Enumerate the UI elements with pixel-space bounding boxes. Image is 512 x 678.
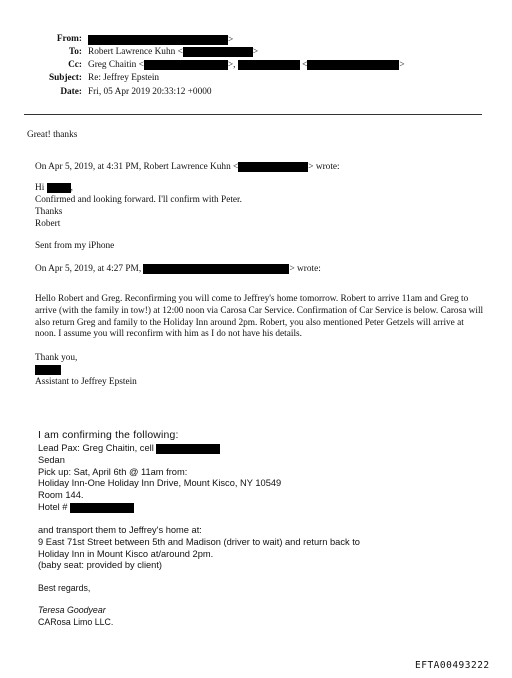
cc-label: Cc:: [68, 60, 82, 70]
cell-redaction: [156, 444, 220, 454]
to-field: Robert Lawrence Kuhn < >: [88, 47, 259, 58]
quote2-closing: [35, 353, 137, 389]
quote1-greeting: Hi: [35, 183, 45, 194]
quote2-assistant: Assistant to Jeffrey Epstein: [35, 376, 137, 387]
signature-company: CARosa Limo LLC.: [38, 616, 114, 627]
to-value: Robert Lawrence Kuhn <: [88, 47, 183, 58]
quote1-intro-prefix: On Apr 5, 2019, at 4:31 PM, Robert Lawrence Kuhn <: [35, 162, 239, 173]
cc-redaction-1: [144, 60, 228, 70]
signature-block: [38, 605, 113, 629]
subject-label: Subject:: [48, 73, 82, 83]
date-value: Fri, 05 Apr 2019 20:33:12 +0000: [88, 87, 212, 97]
transport-line: and transport them to Jeffrey's home at:: [38, 525, 202, 535]
destination-line-2: Holiday Inn in Mount Kisco at/around 2pm.: [38, 548, 214, 559]
quote2-intro-suffix: > wrote:: [289, 264, 321, 275]
email-header: [0, 0, 512, 110]
quote1-intro: [35, 162, 340, 172]
quote1-intro-suffix: > wrote:: [308, 162, 340, 173]
pickup: Pick up: Sat, April 6th @ 11am from:: [38, 466, 188, 477]
quote1-body: Hi , Confirmed and looking forward. I'll confirm with Peter. Thanks Robert: [35, 183, 242, 229]
quote1-name-redaction: [47, 183, 71, 193]
signature-name: Teresa Goodyear: [38, 605, 106, 615]
hotel-number: Hotel #: [38, 501, 68, 512]
regards: Best regards,: [38, 583, 91, 593]
subject-value: Re: Jeffrey Epstein: [88, 73, 160, 83]
quote2-thanks: Thank you,: [35, 353, 78, 363]
quote2-intro-prefix: On Apr 5, 2019, at 4:27 PM,: [35, 264, 142, 275]
vehicle: Sedan: [38, 454, 65, 465]
quote1-line3: Robert: [35, 218, 61, 229]
quote1-signature: Sent from my iPhone: [35, 241, 115, 251]
hotel-redaction: [70, 503, 134, 513]
from-label: From:: [56, 34, 82, 44]
quote1-email-redaction: [238, 162, 308, 172]
quote2-email-redaction: [143, 264, 289, 274]
confirmation-heading: I am confirming the following:: [38, 430, 179, 441]
quote2-name-redaction: [35, 365, 61, 375]
quote2-body: Hello Robert and Greg. Reconfirming you will come to Jeffrey's home tomorrow. Robert to arrive 11am and Greg to arrive (with the family in tow!) at 12:00 noon via Carosa Car Service. Confirmation of Car Service is below. Carosa will also return Greg and family to the Holiday Inn around 2pm. Robert, you also mentioned Peter Getzels will arrive at noon. I assume you will reconfirm with him as I do not have his details.: [35, 294, 484, 340]
to-label: To:: [68, 47, 82, 57]
cc-field: Greg Chaitin < >, < >: [88, 60, 405, 71]
cc-value: Greg Chaitin <: [88, 60, 144, 71]
document-id: EFTA00493222: [415, 660, 490, 671]
transport-details: [38, 525, 360, 572]
cc-redaction-3: [307, 60, 399, 70]
date-label: Date:: [60, 87, 82, 97]
from-redaction: >: [88, 35, 233, 45]
quote1-line2: Thanks: [35, 206, 63, 217]
destination-line-1: 9 East 71st Street between 5th and Madison (driver to wait) and return back to: [38, 536, 360, 547]
lead-pax: Lead Pax: Greg Chaitin, cell: [38, 443, 154, 453]
room-number: Room 144.: [38, 490, 84, 501]
confirmation-details: [38, 443, 281, 514]
header-divider: [24, 114, 482, 115]
reply-text: Great! thanks: [27, 130, 78, 140]
to-redaction: [183, 47, 253, 57]
quote1-line1: Confirmed and looking forward. I'll confirm with Peter.: [35, 194, 242, 205]
cc-separator: >,: [227, 60, 238, 71]
pickup-address: Holiday Inn-One Holiday Inn Drive, Mount Kisco, NY 10549: [38, 478, 282, 489]
destination-line-3: (baby seat: provided by client): [38, 560, 163, 571]
cc-redaction-2: [238, 60, 300, 70]
quote2-intro: [35, 264, 321, 274]
